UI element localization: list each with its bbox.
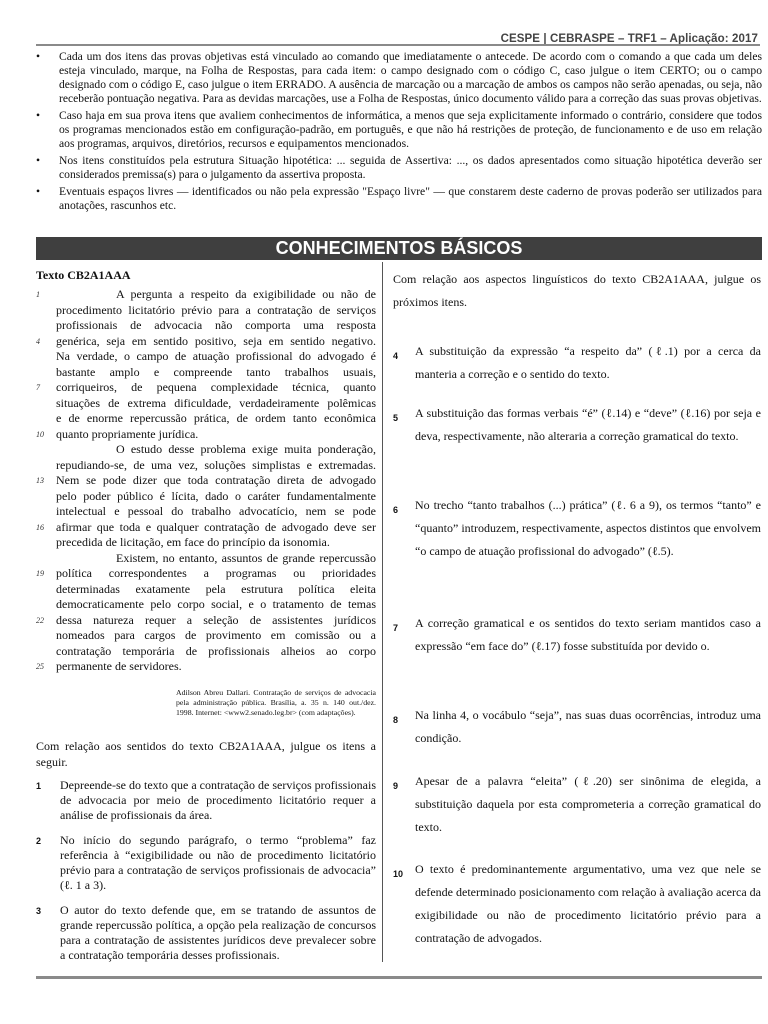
question-number: 4 xyxy=(393,351,399,361)
passage-line-text: dessa natureza requer a seleção de assistentes jurídicos xyxy=(56,612,376,627)
question-item xyxy=(393,858,761,950)
question-item xyxy=(36,903,376,963)
column-divider xyxy=(382,262,383,962)
passage-line-text: genérica, seja em sentido positivo, seja em sentido negativo. xyxy=(56,333,376,348)
passage-line-text: bastante amplo e compreende tanto trabalhos usuais, xyxy=(56,364,376,379)
passage-line-text: repudiando-se, de uma vez, soluções simplistas e extremadas. xyxy=(56,457,376,472)
passage-line-text: profissionais de advocacia não comporta uma resposta xyxy=(56,318,376,332)
question-number: 10 xyxy=(393,869,404,879)
line-number: 10 xyxy=(36,429,44,439)
question-number: 6 xyxy=(393,505,399,515)
line-number: 16 xyxy=(36,522,44,532)
question-text: A substituição das formas verbais “é” (ℓ.14) e “deve” (ℓ.16) por seja e deva, respectivamente, não alteraria a correção gramatical do texto. xyxy=(415,406,761,443)
instruction-item: • Cada um dos itens das provas objetivas está vinculado ao comando que imediatamente o antecede. De acordo com o comando a que cada um deles esteja vinculado, marque, na Folha de Respostas, para cada item: o campo designado com o código C, caso julgue o item CERTO; ou o campo designado com o código E, caso julgue o item ERRADO. A ausência de marcação ou a marcação de ambos os campos não serão apenadas, ou seja, não receberão pontuação negativa. Para as devidas marcações, use a Folha de Respostas, único documento válido para a correção das suas provas objetivas. xyxy=(36,50,762,106)
question-item xyxy=(393,340,761,386)
passage-line xyxy=(36,473,376,489)
exam-header: CESPE | CEBRASPE – TRF1 – Aplicação: 2017 xyxy=(500,33,758,45)
question-text: O texto é predominantemente argumentativo, uma vez que nele se defende determinado posicionamento com relação à avaliação acerca da exigibilidade ou não de procedimento licitatório prévio para a contratação de advogados. xyxy=(415,862,761,945)
line-number: 4 xyxy=(36,336,40,346)
text-title: Texto CB2A1AAA xyxy=(36,268,131,282)
footer-divider xyxy=(36,976,762,979)
question-item xyxy=(393,494,761,563)
passage-line xyxy=(56,442,376,458)
line-number: 19 xyxy=(36,569,44,578)
question-item xyxy=(393,770,761,839)
right-column xyxy=(393,268,761,945)
passage-line-text: Nem se pode dizer que toda contratação direta de advogado xyxy=(56,473,376,487)
passage-line-text: corriqueiros, de pequena complexidade técnica, quanto xyxy=(56,380,376,394)
passage-line xyxy=(56,411,376,427)
passage-line-text: pelo poder público é lícita, dado o caráter fundamentalmente xyxy=(56,488,376,503)
passage-line xyxy=(56,535,376,551)
instruction-item: • Eventuais espaços livres — identificados ou não pela expressão "Espaço livre" — que constarem deste caderno de provas poderão ser utilizados para anotações, rascunhos etc. xyxy=(36,185,762,213)
passage-line xyxy=(36,287,376,303)
line-number: 7 xyxy=(36,383,40,392)
question-item xyxy=(393,402,761,448)
passage-line-text: Existem, no entanto, assuntos de grande repercussão xyxy=(116,550,376,565)
passage-line-text: O estudo desse problema exige muita ponderação, xyxy=(116,442,376,456)
question-text: Apesar de a palavra “eleita” (ℓ.20) ser sinônima de elegida, a substituição daquela por esta comprometeria a correção gramatical do texto. xyxy=(415,774,761,834)
passage-line xyxy=(56,458,376,474)
passage-line xyxy=(56,303,376,319)
passage-line xyxy=(36,612,376,629)
passage-line-text: contratação temporária de profissionais alheios ao corpo xyxy=(56,643,376,658)
question-text: Na linha 4, o vocábulo “seja”, nas suas duas ocorrências, introduz uma condição. xyxy=(415,708,761,745)
passage-line xyxy=(36,566,376,582)
question-text: A correção gramatical e os sentidos do texto seriam mantidos caso a expressão “em face do” (ℓ.17) fosse substituída por devido o. xyxy=(415,616,761,653)
question-number: 9 xyxy=(393,781,399,791)
passage-line xyxy=(36,659,376,675)
left-column xyxy=(36,268,376,962)
passage-line xyxy=(36,519,376,536)
question-text: O autor do texto defende que, em se tratando de assuntos de grande repercussão política, a opção pela realização de concursos para a contratação de assistentes jurídicos deve prevalecer sobre a contratação temporária desses profissionais. xyxy=(60,903,376,962)
passage-line-text: democraticamente pelo corpo social, e o tratamento de temas xyxy=(56,597,376,611)
question-item xyxy=(393,704,761,750)
passage-line-text: permanente de servidores. xyxy=(56,659,182,673)
passage-line xyxy=(56,582,376,598)
passage-line xyxy=(56,504,376,520)
passage-line xyxy=(36,426,376,443)
passage-line xyxy=(56,597,376,613)
line-number: 22 xyxy=(36,615,44,625)
left-instruction: Com relação aos sentidos do texto CB2A1AAA, julgue os itens a seguir. xyxy=(36,739,376,769)
passage-line-text: A pergunta a respeito da exigibilidade ou não de xyxy=(116,287,376,301)
instruction-item: • Caso haja em sua prova itens que avaliem conhecimentos de informática, a menos que seja explicitamente informado o contrário, considere que todos os programas mencionados estão em configuração-padrão, em português, e que não há restrições de proteção, de funcionamento e de uso em relação aos programas, arquivos, diretórios, recursos e equipamentos mencionados. xyxy=(36,109,762,151)
passage xyxy=(36,287,376,675)
question-number: 5 xyxy=(393,413,399,423)
question-item xyxy=(393,612,761,658)
question-text: A substituição da expressão “a respeito da” (ℓ.1) por a cerca da manteria a correção e o sentido do texto. xyxy=(415,344,761,381)
passage-line-text: nomeados para cargos de provimento em comissão ou a xyxy=(56,628,376,642)
header-divider xyxy=(36,44,760,46)
question-number: 2 xyxy=(36,836,42,846)
question-number: 3 xyxy=(36,906,42,916)
passage-line xyxy=(56,396,376,412)
instruction-item: • Nos itens constituídos pela estrutura Situação hipotética: ... seguida de Assertiva: ..., os dados apresentados como situação hipotética deverão ser considerados premissa(s) para o julgamento da assertiva proposta. xyxy=(36,154,762,182)
passage-line xyxy=(56,551,376,567)
passage-line-text: política correspondentes a programas ou prioridades xyxy=(56,566,376,580)
passage-line-text: procedimento licitatório prévio para a contratação de serviços xyxy=(56,302,376,317)
passage-line xyxy=(56,349,376,365)
question-item xyxy=(36,778,376,823)
line-number: 25 xyxy=(36,662,44,671)
left-items xyxy=(36,778,376,973)
line-number: 1 xyxy=(36,290,40,299)
citation: Adilson Abreu Dallari. Contratação de serviços de advocacia pela administração pública. Brasília, a. 35 n. 140 out./dez. 1998. Internet: <www2.senado.leg.br> (com adaptações). xyxy=(176,688,376,717)
passage-line xyxy=(56,628,376,644)
passage-line xyxy=(56,644,376,660)
passage-line xyxy=(56,318,376,334)
question-text: No início do segundo parágrafo, o termo “problema” faz referência à “exigibilidade ou não de procedimento licitatório prévio para a contratação de serviços profissionais de advocacia” (ℓ. 1 a 3). xyxy=(60,833,376,892)
passage-line-text: situações de extrema dificuldade, verdadeiramente polêmicas xyxy=(56,395,376,410)
question-number: 1 xyxy=(36,781,42,791)
question-text: Depreende-se do texto que a contratação de serviços profissionais de advocacia por meio de procedimento licitatório requer a análise de profissionais da área. xyxy=(60,778,376,822)
question-text: No trecho “tanto trabalhos (...) prática” (ℓ. 6 a 9), os termos “tanto” e “quanto” introduzem, respectivamente, aspectos distintos que envolvem “o campo de atuação profissional do advogado” (ℓ.5). xyxy=(415,498,761,558)
question-item xyxy=(36,833,376,893)
passage-line-text: determinadas exatamente pela estrutura política eleita xyxy=(56,581,376,596)
passage-line xyxy=(36,333,376,350)
question-number: 7 xyxy=(393,623,399,633)
passage-line-text: afirmar que toda e qualquer contratação de advogado deve ser xyxy=(56,519,376,534)
passage-line-text: intelectual e pessoal do trabalho advocatício, nem se pode xyxy=(56,504,376,518)
passage-line xyxy=(56,365,376,381)
passage-line-text: e de enorme repercussão prática, de ordem tanto econômica xyxy=(56,411,376,425)
passage-line xyxy=(56,489,376,505)
passage-line-text: quanto propriamente jurídica. xyxy=(56,426,199,441)
passage-line-text: Na verdade, o campo de atuação profissional do advogado é xyxy=(56,349,376,363)
question-number: 8 xyxy=(393,715,399,725)
instructions-list xyxy=(36,50,762,216)
line-number: 13 xyxy=(36,476,44,485)
passage-line xyxy=(36,380,376,396)
right-instruction: Com relação aos aspectos linguísticos do texto CB2A1AAA, julgue os próximos itens. xyxy=(393,272,761,309)
passage-line-text: precedida de licitação, em face do princípio da isonomia. xyxy=(56,535,330,549)
section-title: CONHECIMENTOS BÁSICOS xyxy=(36,237,762,260)
